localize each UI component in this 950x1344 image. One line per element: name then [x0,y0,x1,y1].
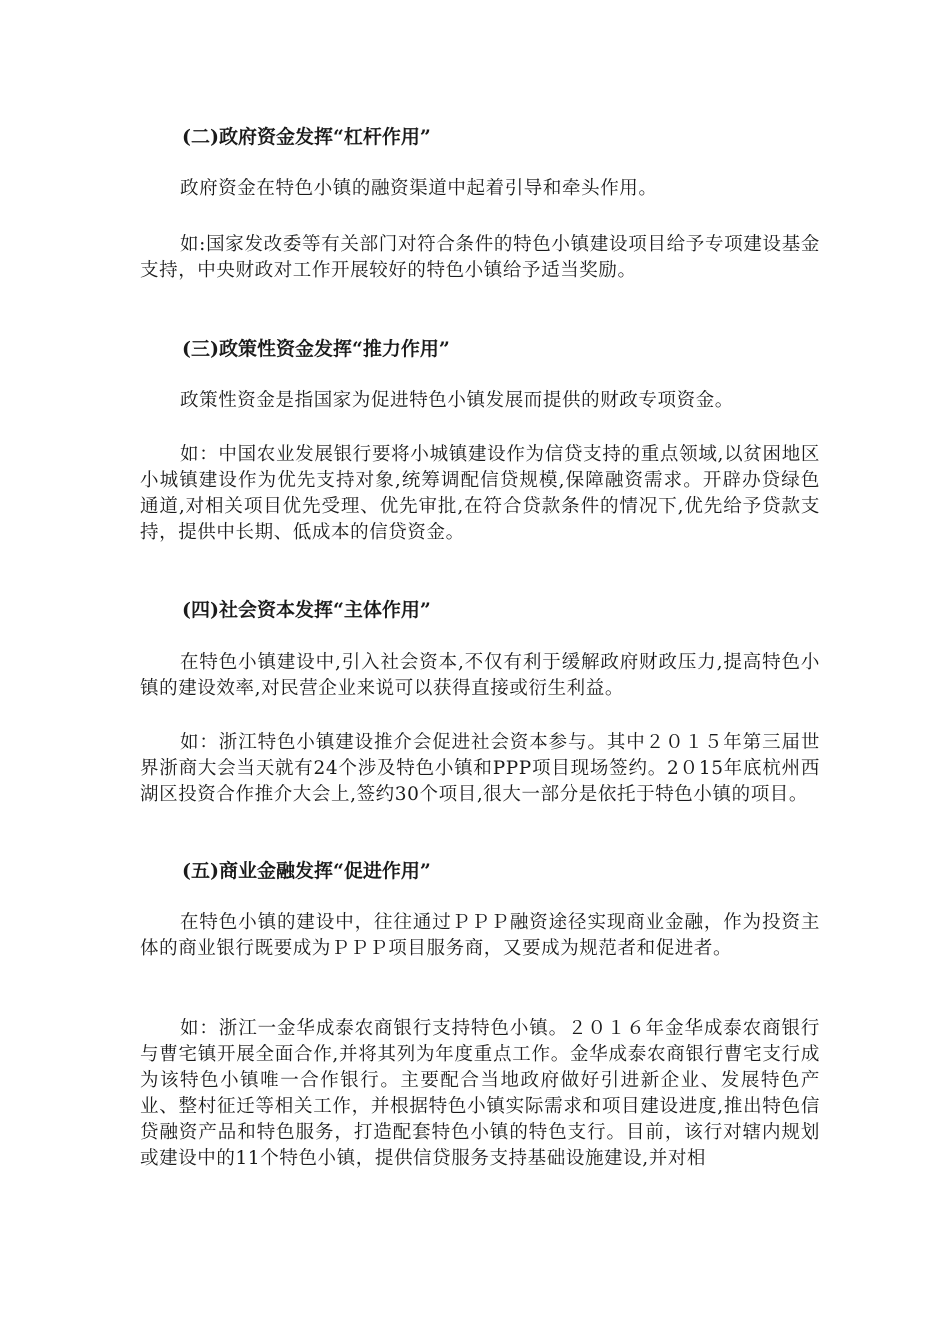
paragraph: 政策性资金是指国家为促进特色小镇发展而提供的财政专项资金。 [180,390,734,411]
section-heading-5: (五)商业金融发挥“促进作用” [182,860,431,882]
section-heading-2: (二)政府资金发挥“杠杆作用” [182,126,431,148]
section-heading-3: (三)政策性资金发挥“推力作用” [182,338,450,360]
paragraph: 如：浙江特色小镇建设推介会促进社会资本参与。其中２０１５年第三届世界浙商大会当天就有24个涉及特色小镇和PPP项目现场签约。2０15年底杭州西湖区投资合作推介大会上,签约30个项目,很大一部分是依托于特色小镇的项目。 [140,732,820,805]
paragraph: 在特色小镇建设中,引入社会资本,不仅有利于缓解政府财政压力,提高特色小镇的建设效率,对民营企业来说可以获得直接或衍生利益。 [140,652,820,699]
paragraph: 如:国家发改委等有关部门对符合条件的特色小镇建设项目给予专项建设基金支持，中央财政对工作开展较好的特色小镇给予适当奖励。 [140,234,820,281]
section-heading-4: (四)社会资本发挥“主体作用” [182,599,431,621]
paragraph: 如：浙江一金华成泰农商银行支持特色小镇。２０１６年金华成泰农商银行与曹宅镇开展全面合作,并将其列为年度重点工作。金华成泰农商银行曹宅支行成为该特色小镇唯一合作银行。主要配合当地政府做好引进新企业、发展特色产业、整村征迁等相关工作，并根据特色小镇实际需求和项目建设进度,推出特色信贷融资产品和特色服务，打造配套特色小镇的特色支行。目前，该行对辖内规划或建设中的11个特色小镇，提供信贷服务支持基础设施建设,并对相 [140,1018,820,1169]
paragraph: 在特色小镇的建设中，往往通过ＰＰＰ融资途径实现商业金融，作为投资主体的商业银行既要成为ＰＰＰ项目服务商，又要成为规范者和促进者。 [140,912,820,959]
paragraph: 如：中国农业发展银行要将小城镇建设作为信贷支持的重点领域,以贫困地区小城镇建设作为优先支持对象,统筹调配信贷规模,保障融资需求。开辟办贷绿色通道,对相关项目优先受理、优先审批,在符合贷款条件的情况下,优先给予贷款支持，提供中长期、低成本的信贷资金。 [140,444,820,543]
paragraph: 政府资金在特色小镇的融资渠道中起着引导和牵头作用。 [180,178,658,199]
